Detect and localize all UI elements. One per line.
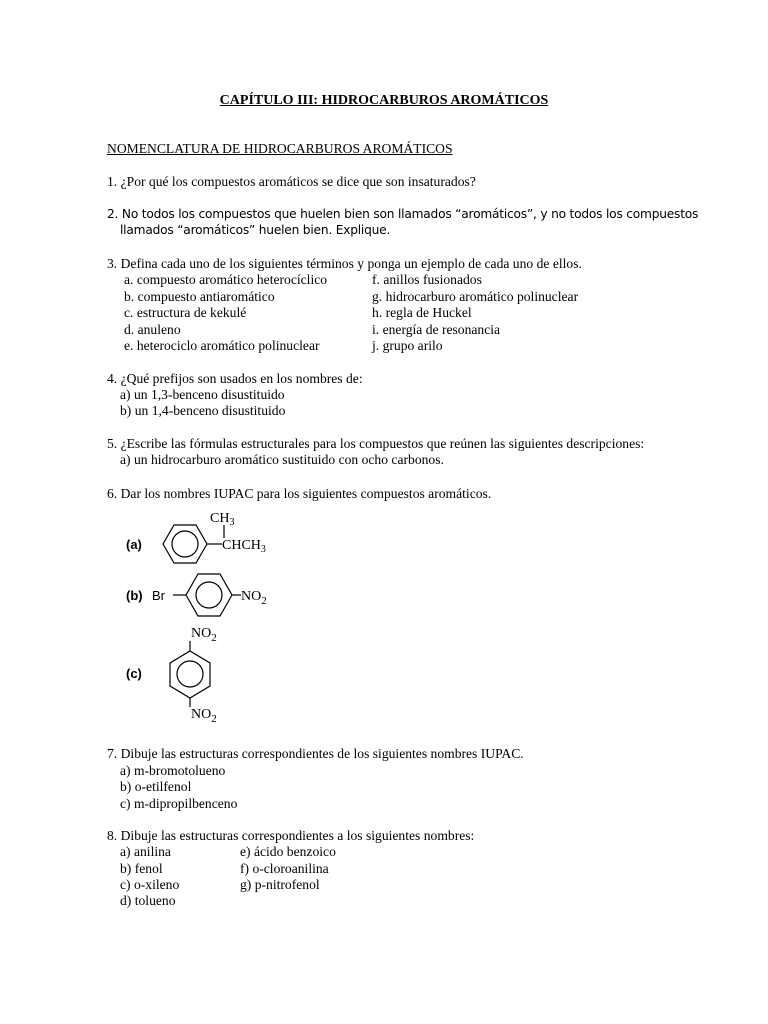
structure-a-top-group: CH	[210, 511, 230, 526]
term-j: j. grupo arilo	[372, 338, 443, 353]
structure-b-right-group: NO	[241, 589, 262, 604]
svg-text:CHCH3	[222, 538, 266, 555]
question-8-item-b: b) fenol	[120, 861, 163, 876]
structure-b-label: (b)	[126, 588, 143, 603]
benzene-ring-icon	[170, 651, 210, 698]
question-8: 8. Dibuje las estructuras correspondientes a los siguientes nombres:	[107, 828, 475, 843]
term-c: c. estructura de kekulé	[124, 305, 247, 320]
question-6: 6. Dar los nombres IUPAC para los siguientes compuestos aromáticos.	[107, 486, 492, 501]
structure-b-right-sub: 2	[261, 595, 267, 607]
question-4: 4. ¿Qué prefijos son usados en los nombres de:	[107, 371, 363, 386]
svg-text:NO2	[191, 707, 217, 724]
question-8-item-e: e) ácido benzoico	[240, 844, 336, 859]
term-h: h. regla de Huckel	[372, 305, 472, 320]
term-e: e. heterociclo aromático polinuclear	[124, 338, 320, 353]
benzene-ring-icon	[163, 525, 207, 563]
term-b: b. compuesto antiaromático	[124, 289, 275, 304]
term-d: d. anuleno	[124, 322, 181, 337]
structure-a-side-sub: 3	[260, 544, 266, 555]
question-8-item-a: a) anilina	[120, 844, 171, 859]
structure-c	[110, 624, 290, 724]
structure-c-top-group: NO	[191, 626, 212, 641]
question-1: 1. ¿Por qué los compuestos aromáticos se dice que son insaturados?	[107, 174, 476, 189]
structure-c-bottom-sub: 2	[211, 713, 217, 724]
question-8-item-c: c) o-xileno	[120, 877, 180, 892]
question-8-item-f: f) o-cloroanilina	[240, 861, 329, 876]
term-i: i. energía de resonancia	[372, 322, 501, 337]
section-subtitle: NOMENCLATURA DE HIDROCARBUROS AROMÁTICOS	[107, 141, 453, 156]
term-f: f. anillos fusionados	[372, 272, 482, 287]
term-g: g. hidrocarburo aromático polinuclear	[372, 289, 579, 304]
structure-c-bottom-group: NO	[191, 707, 212, 722]
question-5: 5. ¿Escribe las fórmulas estructurales para los compuestos que reúnen las siguientes descripciones:	[107, 436, 645, 451]
question-2-line-2: llamados “aromáticos” huelen bien. Explique.	[120, 223, 391, 237]
question-7: 7. Dibuje las estructuras correspondientes de los siguientes nombres IUPAC.	[107, 746, 524, 761]
structure-b	[110, 567, 290, 629]
structure-c-label: (c)	[126, 666, 142, 681]
benzene-ring-icon	[186, 574, 232, 616]
page-title: CAPÍTULO III: HIDROCARBUROS AROMÁTICOS	[219, 93, 549, 108]
question-8-item-g: g) p-nitrofenol	[240, 877, 320, 892]
svg-text:NO2	[241, 589, 267, 607]
structure-a	[110, 505, 290, 575]
term-a: a. compuesto aromático heterocíclico	[124, 272, 328, 287]
structure-a-top-sub: 3	[229, 517, 235, 528]
svg-text:NO2	[191, 626, 217, 644]
question-3: 3. Defina cada uno de los siguientes términos y ponga un ejemplo de cada uno de ellos.	[107, 256, 582, 271]
question-2-line-1: 2. No todos los compuestos que huelen bien son llamados “aromáticos”, y no todos los compuestos	[107, 207, 699, 221]
question-8-item-d: d) tolueno	[120, 893, 176, 908]
question-4-item-b: b) un 1,4-benceno disustituido	[120, 403, 286, 418]
structure-a-side-group: CHCH	[222, 538, 261, 553]
question-4-item-a: a) un 1,3-benceno disustituido	[120, 387, 285, 402]
structure-c-top-sub: 2	[211, 632, 217, 644]
question-5-item-a: a) un hidrocarburo aromático sustituido con ocho carbonos.	[120, 452, 444, 467]
structure-b-left-group: Br	[152, 588, 165, 603]
question-7-item-b: b) o-etilfenol	[120, 779, 192, 794]
svg-text:CH3	[210, 511, 234, 528]
question-7-item-c: c) m-dipropilbenceno	[120, 796, 238, 811]
structure-a-label: (a)	[126, 537, 142, 552]
question-7-item-a: a) m-bromotolueno	[120, 763, 226, 778]
